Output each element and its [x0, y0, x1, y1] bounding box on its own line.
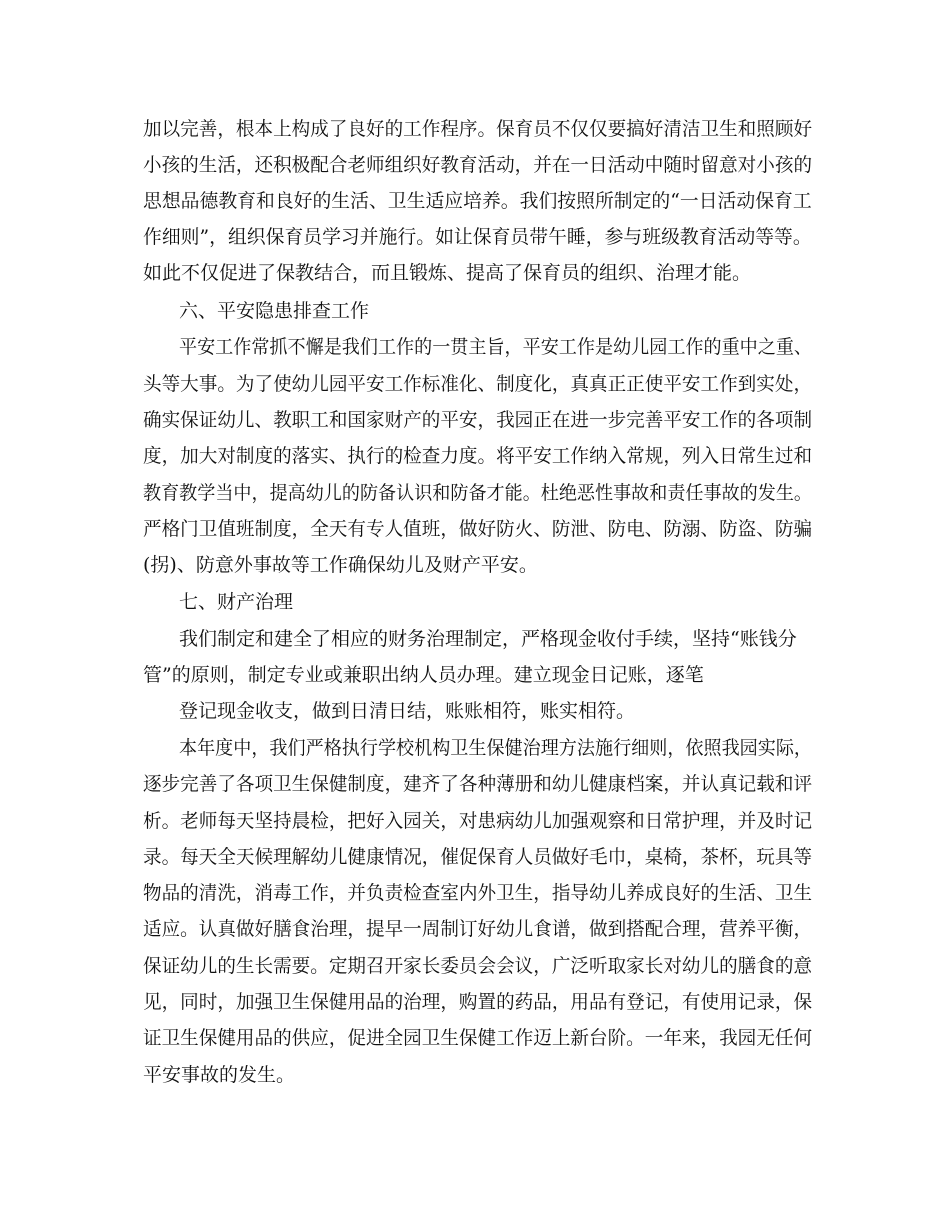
text-line: 头等大事。为了使幼儿园平安工作标准化、制度化，真真正正使平安工作到实处，: [143, 373, 813, 395]
section-heading: 七、财产治理: [179, 591, 294, 613]
text-line: 加以完善，根本上构成了良好的工作程序。保育员不仅仅要搞好清洁卫生和照顾好: [143, 118, 813, 140]
text-line: 思想品德教育和良好的生活、卫生适应培养。我们按照所制定的“一日活动保育工: [143, 190, 812, 212]
text-line: 度，加大对制度的落实、执行的检查力度。将平安工作纳入常规，列入日常生过和: [143, 445, 813, 467]
text-line: 录。每天全天候理解幼儿健康情况，催促保育人员做好毛巾，桌椅，茶杯，玩具等: [143, 846, 813, 868]
section-heading: 六、平安隐患排查工作: [179, 300, 370, 322]
text-line: 物品的清洗，消毒工作，并负责检查室内外卫生，指导幼儿养成良好的生活、卫生: [143, 882, 813, 904]
text-line: 严格门卫值班制度，全天有专人值班，做好防火、防泄、防电、防溺、防盗、防骗: [143, 518, 813, 540]
text-line: 教育教学当中，提高幼儿的防备认识和防备才能。杜绝恶性事故和责任事故的发生。: [143, 482, 812, 504]
text-line: 析。老师每天坚持晨检，把好入园关，对患病幼儿加强观察和日常护理，并及时记: [143, 810, 813, 832]
text-line: 作细则”，组织保育员学习并施行。如让保育员带午睡，参与班级教育活动等等。: [143, 226, 812, 248]
text-line: 适应。认真做好膳食治理，提早一周制订好幼儿食谱，做到搭配合理，营养平衡，: [143, 918, 813, 940]
paragraph-first-line: 本年度中，我们严格执行学校机构卫生保健治理方法施行细则，依照我园实际，: [179, 737, 813, 759]
text-line: 确实保证幼儿、教职工和国家财产的平安，我园正在进一步完善平安工作的各项制: [143, 409, 813, 431]
paragraph-first-line: 我们制定和建全了相应的财务治理制定，严格现金收付手续，坚持“账钱分: [179, 628, 797, 650]
paragraph-first-line: 登记现金收支，做到日清日结，账账相符，账实相符。: [179, 700, 636, 722]
text-line: (拐)、防意外事故等工作确保幼儿及财产平安。: [143, 554, 538, 576]
text-line: 平安事故的发生。: [143, 1064, 296, 1086]
text-line: 见，同时，加强卫生保健用品的治理，购置的药品，用品有登记，有使用记录，保: [143, 991, 813, 1013]
text-line: 小孩的生活，还积极配合老师组织好教育活动，并在一日活动中随时留意对小孩的: [143, 154, 813, 176]
text-line: 如此不仅促进了保教结合，而且锻炼、提高了保育员的组织、治理才能。: [143, 262, 752, 284]
paragraph-first-line: 平安工作常抓不懈是我们工作的一贯主旨，平安工作是幼儿园工作的重中之重、: [179, 336, 813, 358]
text-line: 逐步完善了各项卫生保健制度，建齐了各种薄册和幼儿健康档案，并认真记载和评: [143, 773, 813, 795]
text-line: 管”的原则，制定专业或兼职出纳人员办理。建立现金日记账，逐笔: [143, 664, 704, 686]
text-line: 证卫生保健用品的供应，促进全园卫生保健工作迈上新台阶。一年来，我园无任何: [143, 1027, 813, 1049]
text-line: 保证幼儿的生长需要。定期召开家长委员会会议，广泛听取家长对幼儿的膳食的意: [143, 955, 813, 977]
